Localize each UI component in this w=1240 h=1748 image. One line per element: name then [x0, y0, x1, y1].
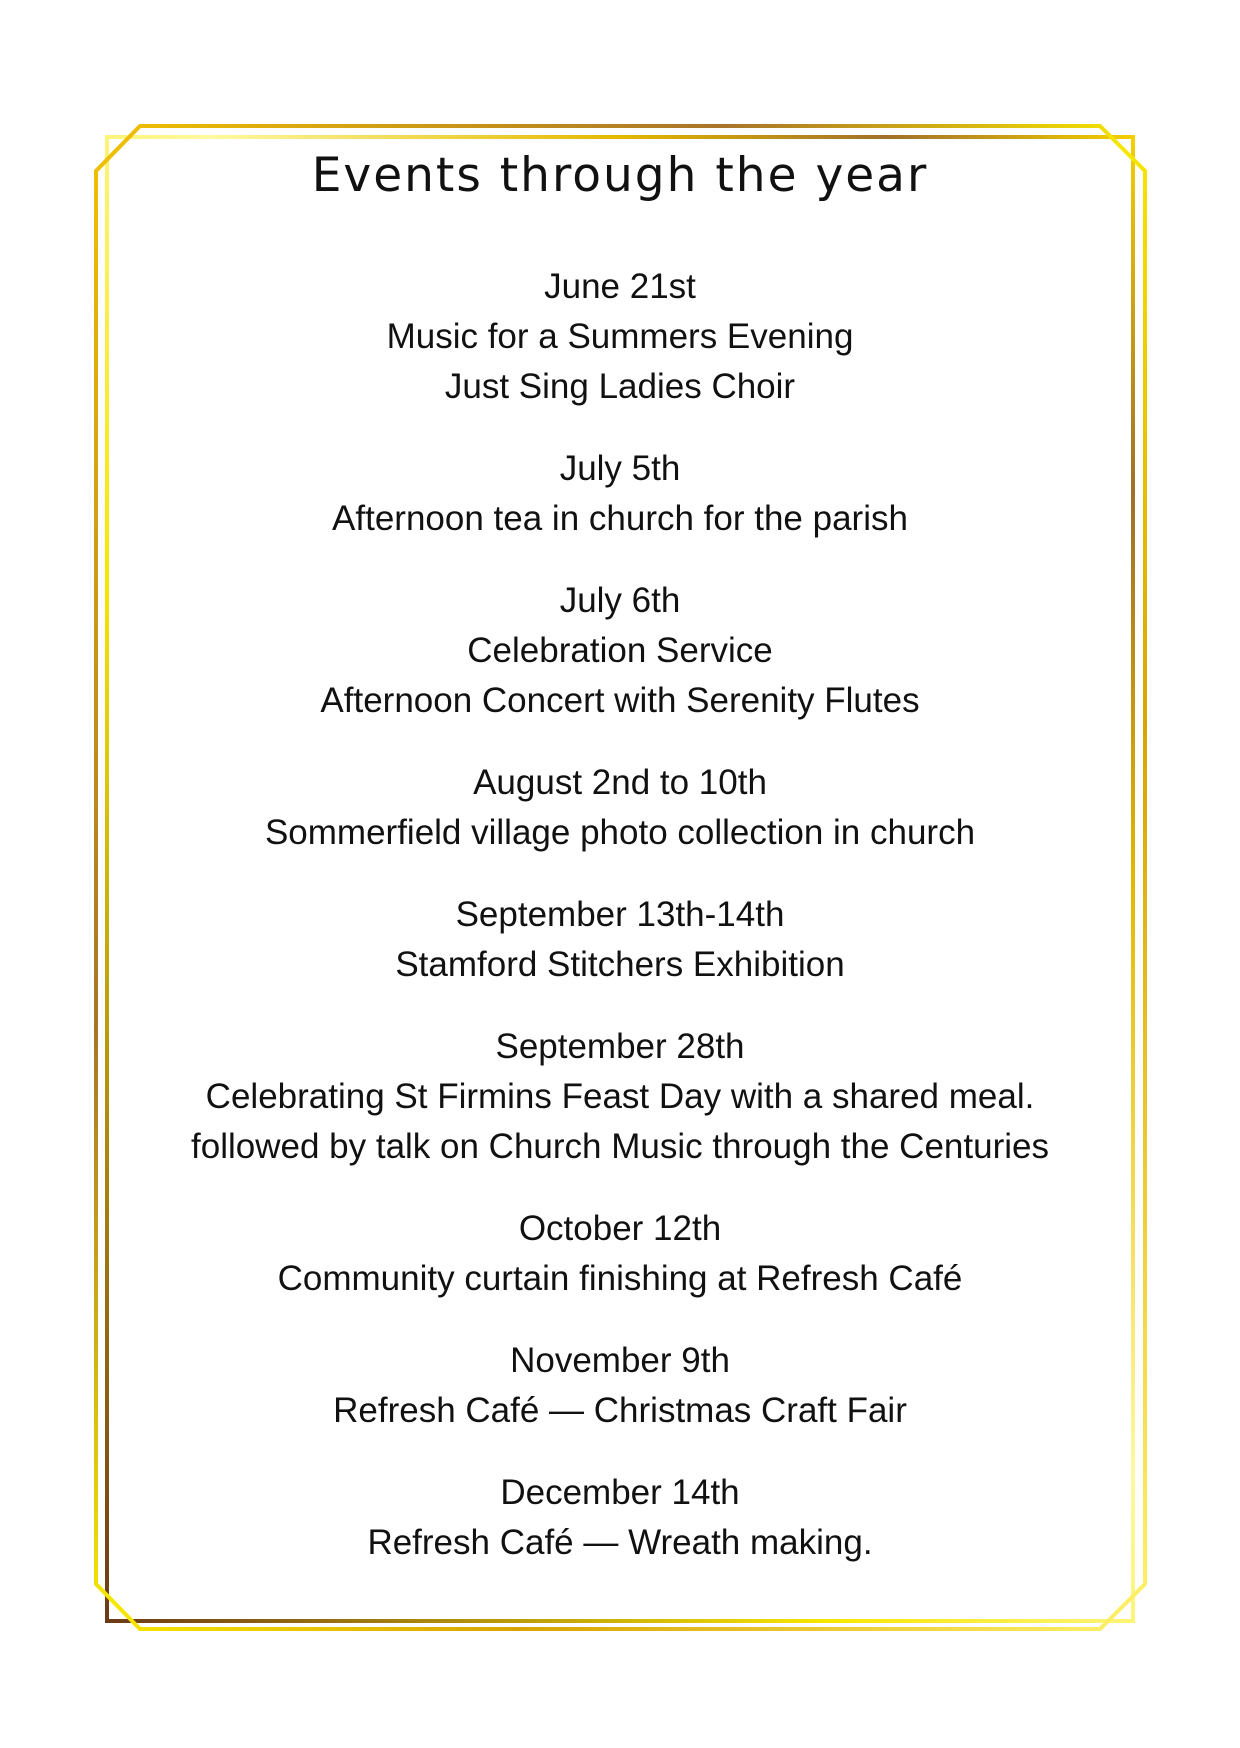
page-title: Events through the year — [311, 148, 929, 203]
event-date: July 6th — [559, 581, 681, 621]
event-date: December 14th — [500, 1473, 740, 1513]
event-description: Afternoon Concert with Serenity Flutes — [320, 681, 920, 721]
event-description: Music for a Summers Evening — [386, 317, 854, 357]
event-date: June 21st — [544, 267, 696, 307]
event-item — [95, 1204, 1145, 1304]
event-description: Community curtain finishing at Refresh Café — [277, 1259, 963, 1299]
event-date: July 5th — [559, 449, 681, 489]
event-item — [95, 890, 1145, 990]
event-description: Stamford Stitchers Exhibition — [395, 945, 845, 985]
event-item — [95, 1468, 1145, 1568]
event-item — [95, 1022, 1145, 1172]
event-item — [95, 444, 1145, 544]
event-item — [95, 758, 1145, 858]
event-description: Refresh Café — Wreath making. — [367, 1523, 873, 1563]
event-description: Just Sing Ladies Choir — [444, 367, 796, 407]
event-item — [95, 576, 1145, 726]
events-container — [95, 262, 1145, 1568]
event-description: followed by talk on Church Music through the Centuries — [191, 1127, 1049, 1167]
event-date: August 2nd to 10th — [473, 763, 767, 803]
event-date: November 9th — [510, 1341, 730, 1381]
event-item — [95, 262, 1145, 412]
event-date: October 12th — [518, 1209, 722, 1249]
event-item — [95, 1336, 1145, 1436]
event-description: Sommerfield village photo collection in church — [264, 813, 976, 853]
event-description: Refresh Café — Christmas Craft Fair — [333, 1391, 907, 1431]
event-description: Celebrating St Firmins Feast Day with a shared meal. — [205, 1077, 1035, 1117]
event-date: September 13th-14th — [455, 895, 785, 935]
event-description: Afternoon tea in church for the parish — [332, 499, 908, 539]
event-date: September 28th — [495, 1027, 745, 1067]
event-description: Celebration Service — [467, 631, 773, 671]
events-list — [95, 130, 1145, 1600]
